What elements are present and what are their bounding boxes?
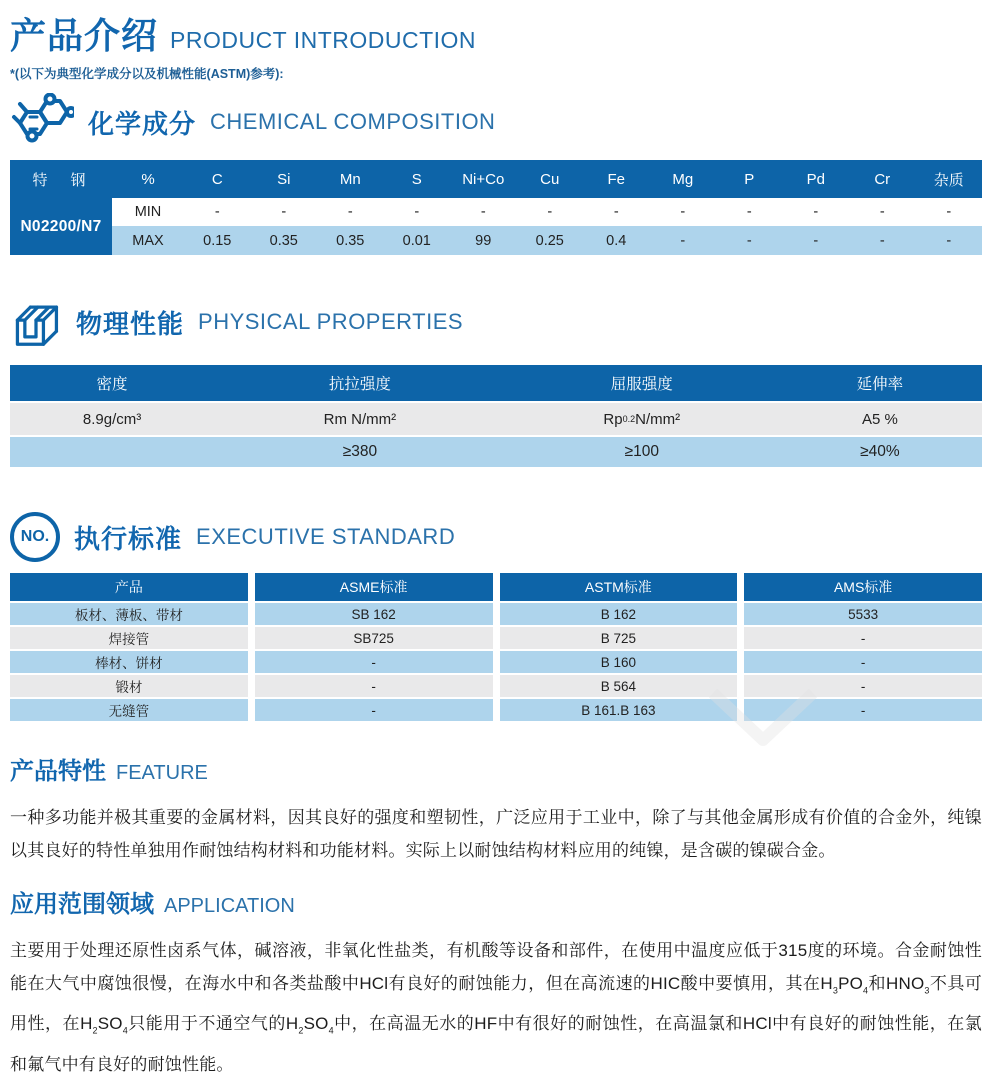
chem-max-cell: - <box>716 226 783 255</box>
steel-profile-icon <box>10 294 62 350</box>
feature-paragraph: 一种多功能并极其重要的金属材料，因其良好的强度和塑韧性，广泛应用于工业中，除了与其他金属形成有价值的合金外，纯镍以其良好的特性单独用作耐蚀结构材料和功能材料。实际上以耐蚀结构材料应用的纯镍，是含碳的镍碳合金。 <box>10 808 982 860</box>
std-cell: B 160 <box>500 651 738 673</box>
chem-header-cell: Mg <box>650 160 717 198</box>
chem-grade-label: N02200/N7 <box>20 217 102 235</box>
chem-max-cell: 0.4 <box>583 226 650 255</box>
chem-header-cell: Pd <box>783 160 850 198</box>
phys-value-cell: ≥100 <box>506 437 778 467</box>
chem-max-cell: 0.35 <box>317 226 384 255</box>
std-cell: 锻材 <box>10 675 248 697</box>
chem-header-cell: Mn <box>317 160 384 198</box>
application-paragraph: 主要用于处理还原性卤系气体，碱溶液，非氧化性盐类，有机酸等设备和部件，在使用中温度应低于315度的环境。合金耐蚀性能在大气中腐蚀很慢，在海水中和各类盐酸中HCl有良好的耐蚀能力，但在高流速的HIC酸中要慎用，其在$H_3PO_4$和$HNO_3$不具可用性，在$H_2SO_4$只能用于不通空气的$H_2SO_4$中，在高温无水的HF中有很好的耐蚀性，在高温氯和HCl中有良好的耐蚀性能，在氯和氟气中有良好的耐蚀性能。 <box>10 941 982 1074</box>
phys-value-cell <box>10 437 214 467</box>
chem-min-cell: - <box>184 198 251 226</box>
std-cell: - <box>744 627 982 649</box>
std-header-cell: 产品 <box>10 573 248 601</box>
chem-max-cell: 0.01 <box>384 226 451 255</box>
std-cell: - <box>744 699 982 721</box>
page-title-en: PRODUCT INTRODUCTION <box>170 27 477 53</box>
chem-header-cell: Ni+Co <box>450 160 517 198</box>
chem-header-cell: Cr <box>849 160 916 198</box>
phys-unit-cell: A5 % <box>778 403 982 435</box>
chem-grid <box>112 160 982 255</box>
section-title-feature-en: FEATURE <box>116 762 208 784</box>
section-title-application-zh: 应用范围领域 <box>10 891 154 918</box>
std-cell: 5533 <box>744 603 982 625</box>
chem-min-cell: - <box>251 198 318 226</box>
std-cell: B 162 <box>500 603 738 625</box>
no-badge-icon <box>10 512 60 562</box>
std-cell: B 161.B 163 <box>500 699 738 721</box>
std-header-cell: ASTM标准 <box>500 573 738 601</box>
section-title-application-en: APPLICATION <box>164 895 295 917</box>
std-cell: SB725 <box>255 627 493 649</box>
std-cell: - <box>255 651 493 673</box>
std-cell: SB 162 <box>255 603 493 625</box>
chem-header-cell: S <box>384 160 451 198</box>
chem-header-cell: 杂质 <box>916 160 983 198</box>
std-header-cell: ASME标准 <box>255 573 493 601</box>
chem-min-cell: - <box>450 198 517 226</box>
phys-value-cell: ≥380 <box>214 437 506 467</box>
section-title-chemical-en: CHEMICAL COMPOSITION <box>210 109 496 134</box>
std-cell: - <box>255 675 493 697</box>
page-title-zh: 产品介绍 <box>10 15 159 56</box>
no-badge-text: NO. <box>20 528 50 545</box>
phys-header-cell: 抗拉强度 <box>214 365 506 401</box>
section-header-feature <box>10 751 982 786</box>
section-title-standard-en: EXECUTIVE STANDARD <box>196 524 456 549</box>
phys-header-cell: 延伸率 <box>778 365 982 401</box>
chem-min-cell: - <box>783 198 850 226</box>
chem-max-cell: 0.15 <box>184 226 251 255</box>
chem-max-cell: - <box>916 226 983 255</box>
chem-max-cell: - <box>783 226 850 255</box>
chem-min-cell: - <box>583 198 650 226</box>
chem-min-cell: - <box>517 198 584 226</box>
section-title-chemical-zh: 化学成分 <box>88 108 197 139</box>
std-cell: - <box>255 699 493 721</box>
chem-header-cell: Si <box>251 160 318 198</box>
section-header-standard <box>10 512 982 562</box>
section-title-feature-zh: 产品特性 <box>10 758 106 785</box>
chem-min-label: MIN <box>112 198 184 226</box>
std-cell: B 725 <box>500 627 738 649</box>
chem-max-label: MAX <box>112 226 184 255</box>
chem-header-cell: % <box>112 160 184 198</box>
phys-header-cell: 屈服强度 <box>506 365 778 401</box>
phys-header-cell: 密度 <box>10 365 214 401</box>
chem-min-cell: - <box>650 198 717 226</box>
section-title-physical-zh: 物理性能 <box>76 308 185 339</box>
chem-max-cell: 0.25 <box>517 226 584 255</box>
phys-unit-cell: Rp 0.2 N/mm² <box>506 403 778 435</box>
chem-max-cell: - <box>650 226 717 255</box>
chem-min-cell: - <box>916 198 983 226</box>
phys-unit-cell: 8.9g/cm³ <box>10 403 214 435</box>
section-header-application <box>10 884 982 919</box>
page-title <box>10 8 982 59</box>
reference-note: *(以下为典型化学成分以及机械性能(ASTM)参考): <box>10 67 284 81</box>
chem-max-cell: - <box>849 226 916 255</box>
chem-max-cell: 0.35 <box>251 226 318 255</box>
section-title-physical-en: PHYSICAL PROPERTIES <box>198 309 464 334</box>
chem-min-cell: - <box>384 198 451 226</box>
std-cell: 焊接管 <box>10 627 248 649</box>
chem-max-cell: 99 <box>450 226 517 255</box>
executive-standard-table <box>10 573 982 721</box>
std-cell: B 564 <box>500 675 738 697</box>
chem-min-cell: - <box>849 198 916 226</box>
chem-header-cell: C <box>184 160 251 198</box>
std-cell: 棒材、饼材 <box>10 651 248 673</box>
chem-min-cell: - <box>317 198 384 226</box>
std-cell: - <box>744 675 982 697</box>
chemical-composition-table <box>10 160 982 255</box>
std-cell: - <box>744 651 982 673</box>
std-cell: 无缝管 <box>10 699 248 721</box>
std-cell: 板材、薄板、带材 <box>10 603 248 625</box>
chem-header-cell: Fe <box>583 160 650 198</box>
physical-properties-table <box>10 365 982 467</box>
phys-value-cell: ≥40% <box>778 437 982 467</box>
chem-header-cell: Cu <box>517 160 584 198</box>
phys-unit-cell: Rm N/mm² <box>214 403 506 435</box>
section-title-standard-zh: 执行标准 <box>74 523 183 554</box>
chem-grade-block <box>10 160 112 255</box>
chem-min-cell: - <box>716 198 783 226</box>
std-header-cell: AMS标准 <box>744 573 982 601</box>
molecule-icon <box>10 93 74 151</box>
section-header-physical <box>10 294 982 350</box>
section-header-chemical <box>10 93 982 151</box>
chem-header-cell: P <box>716 160 783 198</box>
chem-corner-label: 特 钢 <box>32 171 90 189</box>
